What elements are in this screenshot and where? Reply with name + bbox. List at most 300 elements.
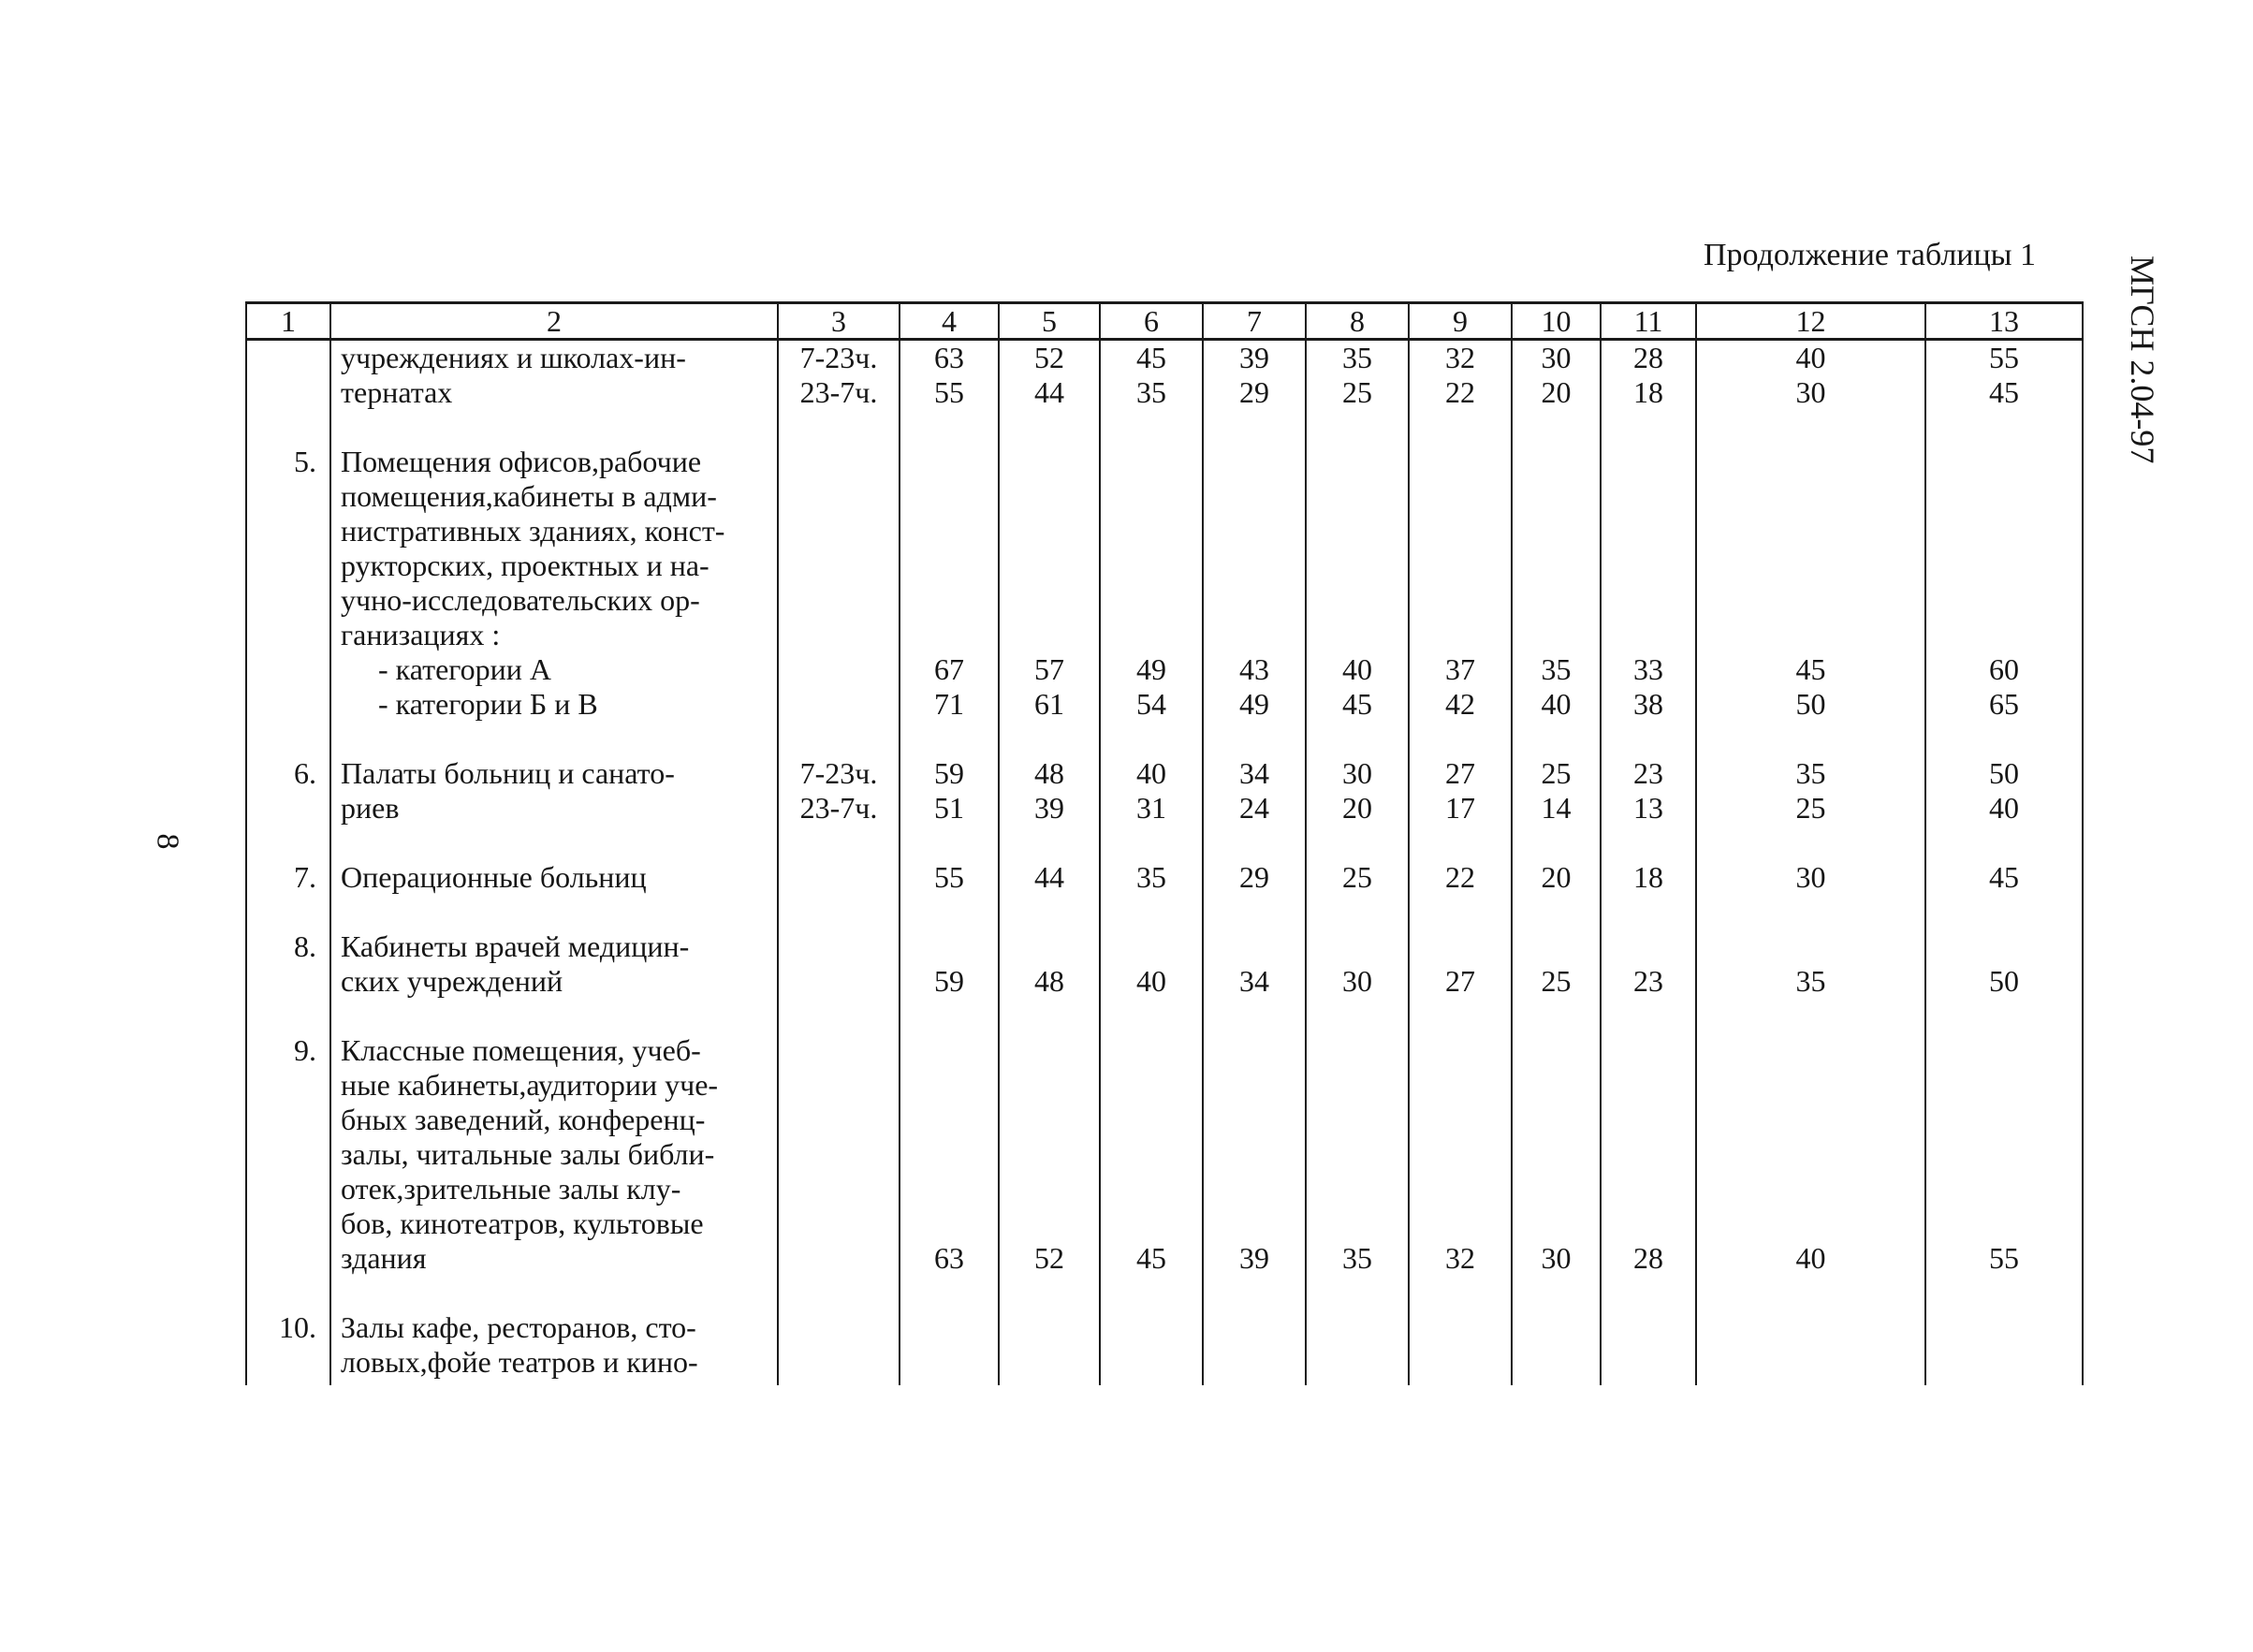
row-number: 9. xyxy=(246,999,330,1276)
spacer xyxy=(1703,445,1919,479)
spacer xyxy=(1106,1033,1196,1068)
spacer xyxy=(1607,1103,1690,1137)
value-col-11 xyxy=(1601,895,1696,999)
spacer xyxy=(1703,618,1919,652)
spacer xyxy=(1209,514,1299,548)
spacer xyxy=(1005,929,1093,964)
room-subcategory: - категории Б и В xyxy=(378,687,598,721)
spacer xyxy=(1607,1068,1690,1103)
row-number: 8. xyxy=(246,895,330,999)
spacer xyxy=(1932,514,2076,548)
noise-value: 30 xyxy=(1541,341,1572,374)
spacer xyxy=(906,929,992,964)
spacer xyxy=(1518,1068,1594,1103)
noise-value: 54 xyxy=(1136,687,1166,721)
room-type-line: помещения,кабинеты в адми- xyxy=(341,479,717,513)
value-col-13 xyxy=(1925,1276,2083,1385)
table-row xyxy=(246,999,2083,1276)
table-row xyxy=(246,826,2083,895)
spacer xyxy=(1106,548,1196,583)
column-header-10: 10 xyxy=(1512,303,1601,340)
noise-value: 50 xyxy=(1989,964,2019,998)
spacer xyxy=(1932,1345,2076,1380)
value-col-13 xyxy=(1925,895,2083,999)
noise-value: 23 xyxy=(1633,964,1663,998)
column-header-5: 5 xyxy=(999,303,1100,340)
value-col-8 xyxy=(1306,722,1409,826)
spacer xyxy=(1932,1206,2076,1241)
noise-value: 42 xyxy=(1445,687,1475,721)
value-col-10 xyxy=(1512,410,1601,722)
spacer xyxy=(1106,1137,1196,1172)
spacer xyxy=(1209,1068,1299,1103)
time-period-line: 23-7ч. xyxy=(799,791,878,825)
value-col-6 xyxy=(1100,826,1203,895)
spacer xyxy=(1106,1345,1196,1380)
spacer xyxy=(1518,618,1594,652)
noise-value: 40 xyxy=(1342,652,1372,686)
value-col-7 xyxy=(1203,410,1306,722)
spacer xyxy=(1518,1103,1594,1137)
time-period xyxy=(778,999,900,1276)
room-subcategory: - категории А xyxy=(378,652,551,686)
spacer xyxy=(1312,1310,1402,1345)
room-type-line: ских учреждений xyxy=(341,964,563,998)
spacer xyxy=(1415,929,1505,964)
column-header-6: 6 xyxy=(1100,303,1203,340)
spacer xyxy=(1518,479,1594,514)
noise-value: 71 xyxy=(934,687,964,721)
value-col-9 xyxy=(1409,722,1512,826)
spacer xyxy=(1703,1310,1919,1345)
noise-value: 35 xyxy=(1342,1241,1372,1275)
room-type xyxy=(330,340,778,411)
table-row xyxy=(246,340,2083,411)
spacer xyxy=(1209,1033,1299,1068)
row-number: 10. xyxy=(246,1276,330,1385)
value-col-13 xyxy=(1925,722,2083,826)
noise-value: 22 xyxy=(1445,860,1475,894)
value-col-11 xyxy=(1601,1276,1696,1385)
noise-value: 40 xyxy=(1795,341,1826,374)
value-col-11 xyxy=(1601,999,1696,1276)
noise-value: 29 xyxy=(1239,860,1269,894)
noise-value: 29 xyxy=(1239,375,1269,409)
noise-value: 25 xyxy=(1795,791,1826,825)
time-period xyxy=(778,1276,900,1385)
noise-value: 25 xyxy=(1541,964,1572,998)
column-header-7: 7 xyxy=(1203,303,1306,340)
noise-value: 40 xyxy=(1136,964,1166,998)
noise-value: 52 xyxy=(1034,1241,1064,1275)
spacer xyxy=(1518,548,1594,583)
noise-value: 28 xyxy=(1633,341,1663,374)
room-type-line: залы, читальные залы библи- xyxy=(341,1137,715,1171)
spacer xyxy=(1106,1206,1196,1241)
noise-value: 27 xyxy=(1445,756,1475,790)
time-period xyxy=(778,340,900,411)
value-col-13 xyxy=(1925,410,2083,722)
spacer xyxy=(1703,1103,1919,1137)
value-col-5 xyxy=(999,340,1100,411)
spacer xyxy=(1106,583,1196,618)
spacer xyxy=(1607,445,1690,479)
value-col-9 xyxy=(1409,895,1512,999)
room-type xyxy=(330,1276,778,1385)
page-number-text: 8 xyxy=(150,833,185,850)
spacer xyxy=(1106,1310,1196,1345)
column-header-11: 11 xyxy=(1601,303,1696,340)
time-period xyxy=(778,722,900,826)
noise-value: 22 xyxy=(1445,375,1475,409)
spacer xyxy=(1518,1310,1594,1345)
spacer xyxy=(1312,445,1402,479)
spacer xyxy=(1518,1345,1594,1380)
noise-value: 51 xyxy=(934,791,964,825)
spacer xyxy=(906,618,992,652)
noise-value: 45 xyxy=(1136,1241,1166,1275)
value-col-5 xyxy=(999,1276,1100,1385)
value-col-8 xyxy=(1306,340,1409,411)
table-row xyxy=(246,895,2083,999)
spacer xyxy=(906,1068,992,1103)
room-type-line: учреждениях и школах-ин- xyxy=(341,341,686,374)
noise-value: 50 xyxy=(1989,756,2019,790)
spacer xyxy=(1607,1033,1690,1068)
spacer xyxy=(1106,514,1196,548)
value-col-11 xyxy=(1601,722,1696,826)
room-type xyxy=(330,410,778,722)
noise-value: 20 xyxy=(1342,791,1372,825)
spacer xyxy=(1106,445,1196,479)
spacer xyxy=(1005,1345,1093,1380)
spacer xyxy=(1106,1172,1196,1206)
spacer xyxy=(1932,618,2076,652)
value-col-12 xyxy=(1696,722,1925,826)
room-type-line: нистративных зданиях, конст- xyxy=(341,514,725,548)
value-col-4 xyxy=(900,1276,999,1385)
spacer xyxy=(1415,548,1505,583)
noise-value: 55 xyxy=(934,375,964,409)
table-row xyxy=(246,722,2083,826)
noise-value: 23 xyxy=(1633,756,1663,790)
value-col-7 xyxy=(1203,895,1306,999)
spacer xyxy=(1415,1137,1505,1172)
noise-value: 18 xyxy=(1633,375,1663,409)
spacer xyxy=(1005,1206,1093,1241)
spacer xyxy=(1312,583,1402,618)
spacer xyxy=(1415,445,1505,479)
spacer xyxy=(1703,929,1919,964)
noise-value: 30 xyxy=(1795,860,1826,894)
spacer xyxy=(1703,514,1919,548)
spacer xyxy=(1209,548,1299,583)
noise-value: 38 xyxy=(1633,687,1663,721)
noise-value: 32 xyxy=(1445,1241,1475,1275)
value-col-9 xyxy=(1409,1276,1512,1385)
value-col-6 xyxy=(1100,895,1203,999)
noise-value: 30 xyxy=(1541,1241,1572,1275)
spacer xyxy=(1106,929,1196,964)
noise-value: 20 xyxy=(1541,375,1572,409)
noise-value: 34 xyxy=(1239,756,1269,790)
spacer xyxy=(1415,1310,1505,1345)
spacer xyxy=(1607,514,1690,548)
value-col-10 xyxy=(1512,722,1601,826)
spacer xyxy=(1703,1068,1919,1103)
noise-value: 48 xyxy=(1034,756,1064,790)
column-header-13: 13 xyxy=(1925,303,2083,340)
noise-value: 33 xyxy=(1633,652,1663,686)
noise-value: 60 xyxy=(1989,652,2019,686)
value-col-9 xyxy=(1409,340,1512,411)
spacer xyxy=(1005,618,1093,652)
noise-value: 48 xyxy=(1034,964,1064,998)
spacer xyxy=(1209,479,1299,514)
spacer xyxy=(1703,479,1919,514)
room-type-line: ловых,фойе театров и кино- xyxy=(341,1345,698,1379)
value-col-5 xyxy=(999,722,1100,826)
spacer xyxy=(1209,618,1299,652)
noise-value: 40 xyxy=(1136,756,1166,790)
spacer xyxy=(1005,479,1093,514)
spacer xyxy=(1005,1137,1093,1172)
noise-value: 40 xyxy=(1795,1241,1826,1275)
spacer xyxy=(1106,479,1196,514)
spacer xyxy=(1312,1345,1402,1380)
spacer xyxy=(1607,1137,1690,1172)
spacer xyxy=(1703,1206,1919,1241)
spacer xyxy=(1703,583,1919,618)
noise-value: 20 xyxy=(1541,860,1572,894)
spacer xyxy=(1932,1137,2076,1172)
spacer xyxy=(1312,548,1402,583)
noise-value: 63 xyxy=(934,1241,964,1275)
page-number xyxy=(150,824,197,861)
table-row xyxy=(246,410,2083,722)
room-type-line: ные кабинеты,аудитории уче- xyxy=(341,1068,719,1102)
noise-value: 27 xyxy=(1445,964,1475,998)
noise-value: 65 xyxy=(1989,687,2019,721)
spacer xyxy=(1415,1345,1505,1380)
spacer xyxy=(1005,1033,1093,1068)
value-col-5 xyxy=(999,999,1100,1276)
value-col-10 xyxy=(1512,826,1601,895)
value-col-9 xyxy=(1409,826,1512,895)
spacer xyxy=(1005,514,1093,548)
spacer xyxy=(1932,1172,2076,1206)
spacer xyxy=(1703,1137,1919,1172)
spacer xyxy=(1703,1172,1919,1206)
column-header-1: 1 xyxy=(246,303,330,340)
noise-value: 52 xyxy=(1034,341,1064,374)
room-type-line: Помещения офисов,рабочие xyxy=(341,445,702,478)
spacer xyxy=(1312,1033,1402,1068)
column-header-9: 9 xyxy=(1409,303,1512,340)
spacer xyxy=(1106,618,1196,652)
spacer xyxy=(1005,445,1093,479)
spacer xyxy=(1607,1345,1690,1380)
noise-value: 17 xyxy=(1445,791,1475,825)
column-header-12: 12 xyxy=(1696,303,1925,340)
spacer xyxy=(1209,1137,1299,1172)
value-col-4 xyxy=(900,999,999,1276)
room-type-line: риев xyxy=(341,791,400,825)
value-col-7 xyxy=(1203,722,1306,826)
spacer xyxy=(906,1033,992,1068)
spacer xyxy=(1607,583,1690,618)
spacer xyxy=(1312,929,1402,964)
noise-value: 45 xyxy=(1136,341,1166,374)
spacer xyxy=(1312,1137,1402,1172)
value-col-10 xyxy=(1512,895,1601,999)
spacer xyxy=(1106,1068,1196,1103)
time-period-line: 7-23ч. xyxy=(799,756,878,790)
spacer xyxy=(1932,445,2076,479)
value-col-10 xyxy=(1512,340,1601,411)
room-type-line: Залы кафе, ресторанов, сто- xyxy=(341,1310,696,1344)
spacer xyxy=(1209,1206,1299,1241)
spacer xyxy=(1932,1310,2076,1345)
value-col-8 xyxy=(1306,1276,1409,1385)
spacer xyxy=(906,1137,992,1172)
room-type-line: Палаты больниц и санато- xyxy=(341,756,675,790)
column-header-2: 2 xyxy=(330,303,778,340)
spacer xyxy=(1312,514,1402,548)
value-col-12 xyxy=(1696,1276,1925,1385)
spacer xyxy=(906,548,992,583)
value-col-7 xyxy=(1203,826,1306,895)
spacer xyxy=(1209,1345,1299,1380)
value-col-12 xyxy=(1696,826,1925,895)
noise-value: 45 xyxy=(1342,687,1372,721)
spacer xyxy=(1106,1103,1196,1137)
noise-value: 13 xyxy=(1633,791,1663,825)
room-type xyxy=(330,826,778,895)
spacer xyxy=(1005,548,1093,583)
spacer xyxy=(906,1345,992,1380)
noise-value: 55 xyxy=(1989,341,2019,374)
noise-value: 63 xyxy=(934,341,964,374)
room-type-line: бных заведений, конференц- xyxy=(341,1103,706,1136)
noise-value: 67 xyxy=(934,652,964,686)
noise-value: 37 xyxy=(1445,652,1475,686)
noise-value: 39 xyxy=(1239,341,1269,374)
noise-value: 24 xyxy=(1239,791,1269,825)
noise-value: 59 xyxy=(934,756,964,790)
value-col-7 xyxy=(1203,1276,1306,1385)
value-col-10 xyxy=(1512,1276,1601,1385)
spacer xyxy=(1518,1137,1594,1172)
spacer xyxy=(1209,583,1299,618)
value-col-5 xyxy=(999,826,1100,895)
spacer xyxy=(1607,1172,1690,1206)
row-number xyxy=(246,340,330,411)
spacer xyxy=(906,1103,992,1137)
spacer xyxy=(1518,445,1594,479)
noise-value: 49 xyxy=(1136,652,1166,686)
noise-value: 35 xyxy=(1342,341,1372,374)
value-col-7 xyxy=(1203,999,1306,1276)
value-col-11 xyxy=(1601,340,1696,411)
room-type-line: ганизациях : xyxy=(341,618,501,651)
value-col-8 xyxy=(1306,410,1409,722)
value-col-9 xyxy=(1409,410,1512,722)
spacer xyxy=(1415,514,1505,548)
row-number: 6. xyxy=(246,722,330,826)
noise-value: 40 xyxy=(1541,687,1572,721)
noise-value: 28 xyxy=(1633,1241,1663,1275)
value-col-4 xyxy=(900,340,999,411)
noise-value: 18 xyxy=(1633,860,1663,894)
spacer xyxy=(1932,929,2076,964)
value-col-7 xyxy=(1203,340,1306,411)
value-col-6 xyxy=(1100,722,1203,826)
spacer xyxy=(906,479,992,514)
spacer xyxy=(1005,1172,1093,1206)
row-number: 7. xyxy=(246,826,330,895)
noise-value: 35 xyxy=(1541,652,1572,686)
spacer xyxy=(1607,479,1690,514)
time-period-line: 7-23ч. xyxy=(799,341,878,374)
noise-value: 35 xyxy=(1136,860,1166,894)
spacer xyxy=(1415,479,1505,514)
spacer xyxy=(1415,1068,1505,1103)
spacer xyxy=(1415,1206,1505,1241)
room-type-line: Классные помещения, учеб- xyxy=(341,1033,701,1067)
value-col-12 xyxy=(1696,999,1925,1276)
spacer xyxy=(1415,1033,1505,1068)
value-col-13 xyxy=(1925,340,2083,411)
spacer xyxy=(1703,1033,1919,1068)
noise-value: 30 xyxy=(1342,964,1372,998)
noise-value: 50 xyxy=(1795,687,1826,721)
noise-value: 39 xyxy=(1239,1241,1269,1275)
spacer xyxy=(1932,1068,2076,1103)
table-row xyxy=(246,1276,2083,1385)
time-period xyxy=(778,410,900,722)
spacer xyxy=(1607,1310,1690,1345)
value-col-12 xyxy=(1696,895,1925,999)
noise-value: 31 xyxy=(1136,791,1166,825)
value-col-4 xyxy=(900,826,999,895)
value-col-5 xyxy=(999,895,1100,999)
column-header-3: 3 xyxy=(778,303,900,340)
value-col-6 xyxy=(1100,1276,1203,1385)
spacer xyxy=(906,1206,992,1241)
spacer xyxy=(906,1172,992,1206)
spacer xyxy=(1518,514,1594,548)
room-type xyxy=(330,895,778,999)
noise-value: 45 xyxy=(1989,375,2019,409)
noise-value: 61 xyxy=(1034,687,1064,721)
spacer xyxy=(1607,548,1690,583)
spacer xyxy=(906,514,992,548)
spacer xyxy=(906,583,992,618)
room-type-line: отек,зрительные залы клу- xyxy=(341,1172,681,1206)
noise-value: 25 xyxy=(1342,375,1372,409)
noise-value: 49 xyxy=(1239,687,1269,721)
column-header-4: 4 xyxy=(900,303,999,340)
row-number: 5. xyxy=(246,410,330,722)
spacer xyxy=(1415,583,1505,618)
value-col-8 xyxy=(1306,826,1409,895)
spacer xyxy=(906,445,992,479)
spacer xyxy=(1312,1103,1402,1137)
noise-value: 14 xyxy=(1541,791,1572,825)
spacer xyxy=(1209,1172,1299,1206)
value-col-9 xyxy=(1409,999,1512,1276)
